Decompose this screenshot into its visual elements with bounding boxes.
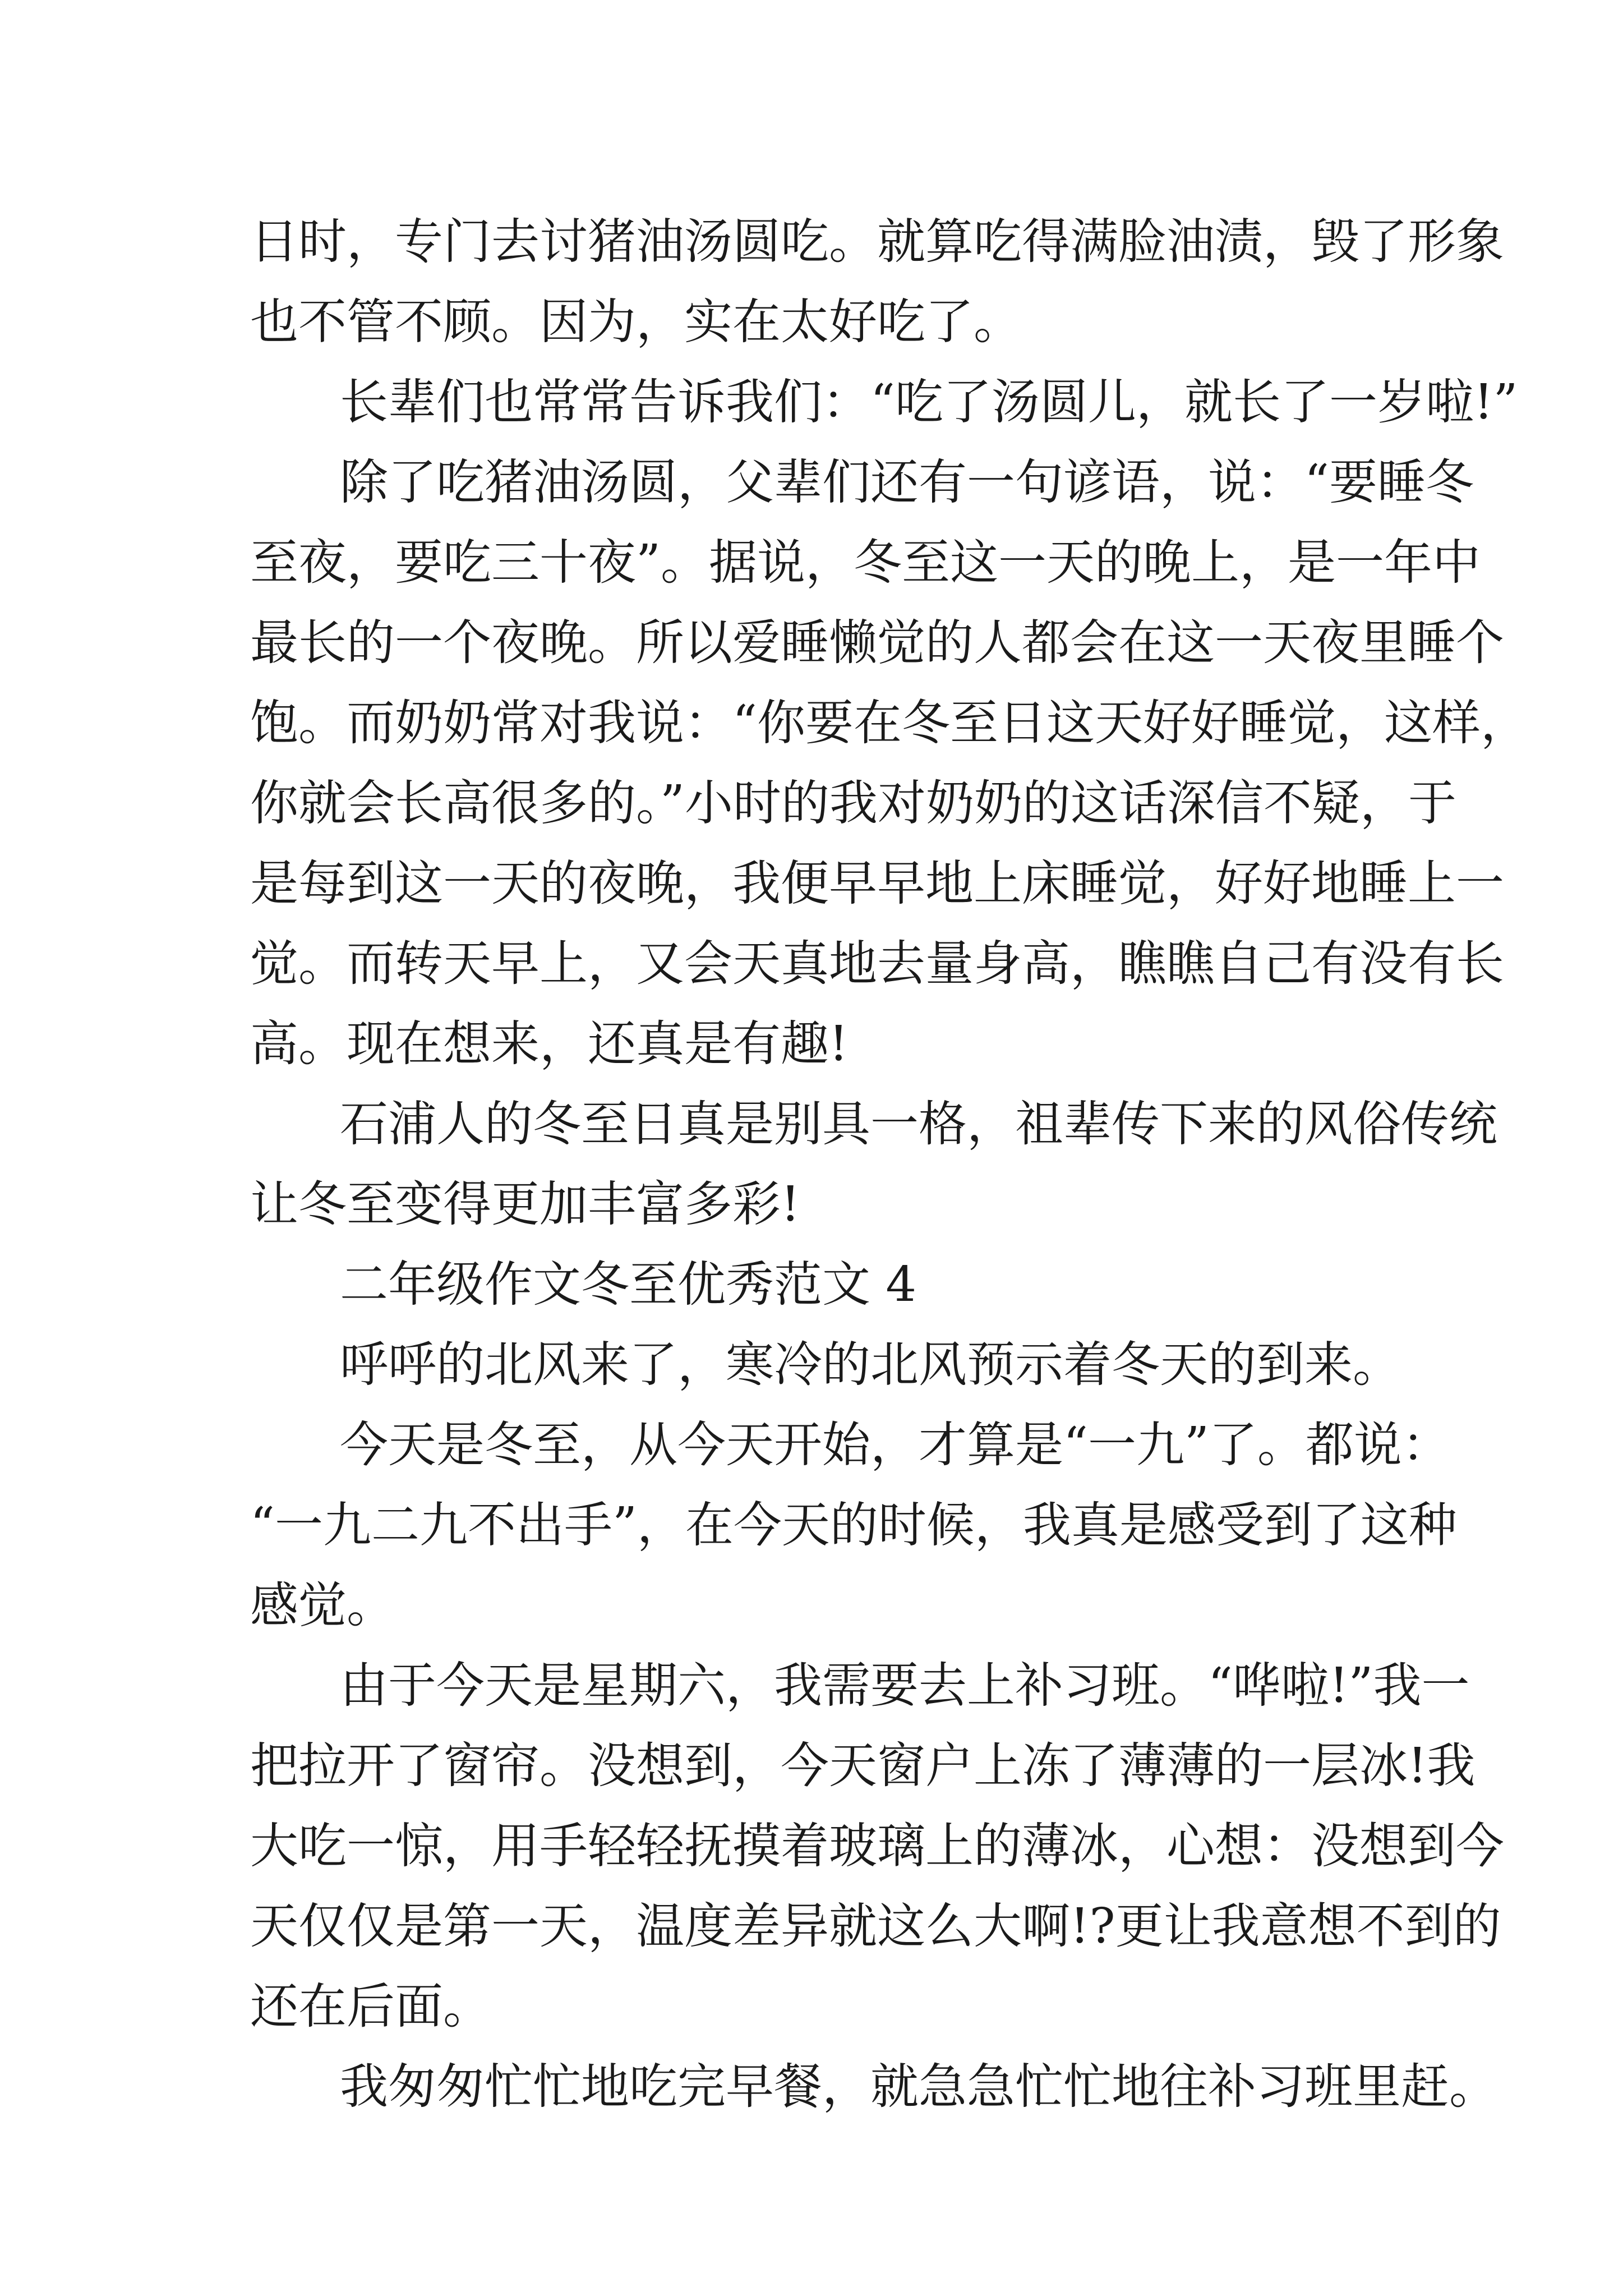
text-line: 长辈们也常常告诉我们：“吃了汤圆儿，就长了一岁啦!” [340,374,1518,430]
text-line: 至夜，要吃三十夜”。据说，冬至这一天的晚上，是一年中 [250,535,1481,591]
document-body [250,202,1529,2127]
text-line: 最长的一个夜晚。所以爱睡懒觉的人都会在这一天夜里睡个 [250,615,1504,671]
text-line: 觉。而转天早上，又会天真地去量身高，瞧瞧自己有没有长 [250,936,1504,992]
text-line: 我匆匆忙忙地吃完早餐，就急急忙忙地往补习班里赶。 [340,2059,1497,2115]
text-line: 让冬至变得更加丰富多彩! [250,1176,800,1232]
text-line: 你就会长高很多的。”小时的我对奶奶的这话深信不疑，于 [250,775,1456,831]
text-line: 呼呼的北风来了，寒冷的北风预示着冬天的到来。 [340,1337,1401,1393]
text-line: 由于今天是星期六，我需要去上补习班。“哗啦!”我一 [340,1658,1470,1714]
text-line: 还在后面。 [250,1978,491,2035]
text-line: 今天是冬至，从今天开始，才算是“一九”了。都说： [340,1417,1450,1473]
text-line: 日时，专门去讨猪油汤圆吃。就算吃得满脸油渍，毁了形象 [250,214,1504,270]
text-line: 把拉开了窗帘。没想到，今天窗户上冻了薄薄的一层冰!我 [250,1738,1476,1794]
text-line: 感觉。 [250,1577,395,1634]
text-line: 饱。而奶奶常对我说：“你要在冬至日这天好好睡觉，这样， [250,695,1529,751]
text-line: 高。现在想来，还真是有趣! [250,1016,849,1072]
text-line: 除了吃猪油汤圆，父辈们还有一句谚语，说：“要睡冬 [340,454,1474,510]
text-line: 石浦人的冬至日真是别具一格，祖辈传下来的风俗传统 [340,1096,1497,1152]
text-line: 是每到这一天的夜晚，我便早早地上床睡觉，好好地睡上一 [250,855,1504,912]
text-line: “一九二九不出手”，在今天的时候，我真是感受到了这种 [250,1497,1457,1553]
section-heading: 二年级作文冬至优秀范文 4 [340,1257,917,1313]
text-line: 也不管不顾。因为，实在太好吃了。 [250,294,1022,350]
text-line: 天仅仅是第一天，温度差异就这么大啊!?更让我意想不到的 [250,1898,1501,1954]
text-line: 大吃一惊，用手轻轻抚摸着玻璃上的薄冰，心想：没想到今 [250,1818,1504,1874]
